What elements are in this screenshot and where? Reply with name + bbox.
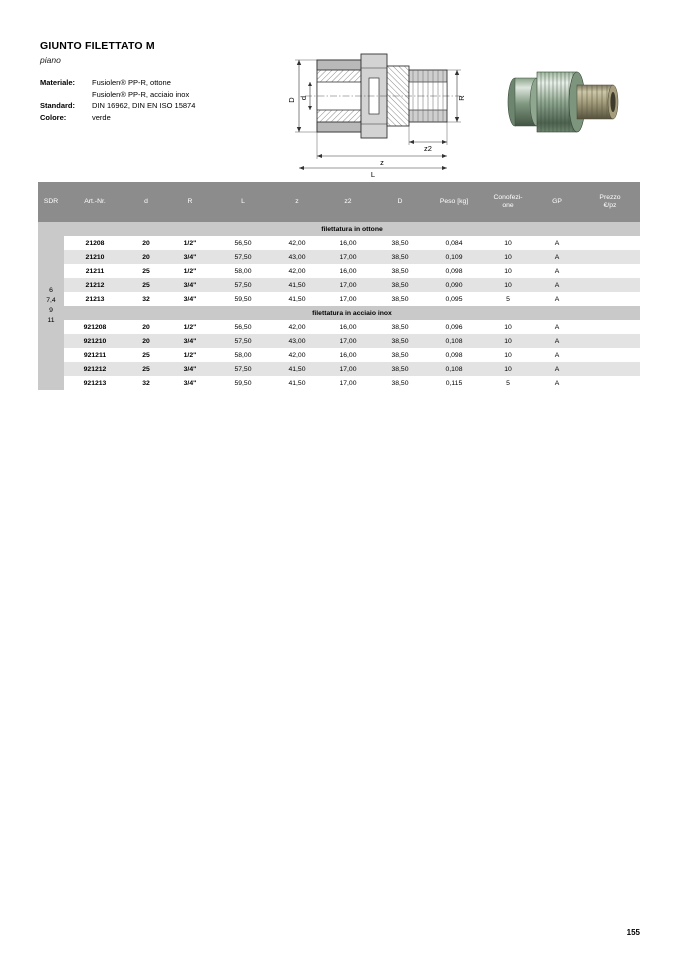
cell-z2: 16,00 — [322, 264, 374, 278]
cell-z2: 17,00 — [322, 278, 374, 292]
drawing-label-L: L — [370, 170, 376, 177]
cell-d: 25 — [126, 348, 166, 362]
cell-bigd: 38,50 — [374, 320, 426, 334]
product-table — [38, 182, 640, 390]
cell-confezione: 5 — [482, 292, 534, 306]
cell-bigd: 38,50 — [374, 376, 426, 390]
spec-list — [40, 77, 280, 124]
cell-prezzo — [580, 362, 640, 376]
cell-prezzo — [580, 264, 640, 278]
cell-peso: 0,109 — [426, 250, 482, 264]
spec-value-materiale-2: Fusiolen® PP-R, acciaio inox — [92, 89, 190, 99]
cell-r: 3/4" — [166, 362, 214, 376]
cell-d: 25 — [126, 278, 166, 292]
cell-artnr: 921211 — [64, 348, 126, 362]
cell-peso: 0,096 — [426, 320, 482, 334]
cell-peso: 0,095 — [426, 292, 482, 306]
spec-value-standard: DIN 16962, DIN EN ISO 15874 — [92, 101, 196, 111]
col-header-sdr: SDR — [38, 182, 64, 222]
cell-artnr: 21208 — [64, 236, 126, 250]
cell-gp: A — [534, 292, 580, 306]
section-title-row — [38, 306, 640, 320]
cell-gp: A — [534, 320, 580, 334]
cell-z2: 16,00 — [322, 348, 374, 362]
cell-artnr: 21210 — [64, 250, 126, 264]
product-table-container — [38, 182, 640, 390]
cell-prezzo — [580, 236, 640, 250]
cell-gp: A — [534, 334, 580, 348]
cell-d: 20 — [126, 320, 166, 334]
cell-r: 3/4" — [166, 376, 214, 390]
cell-r: 1/2" — [166, 264, 214, 278]
col-header-artnr: Art.-Nr. — [64, 182, 126, 222]
cell-l: 57,50 — [214, 334, 272, 348]
col-header-peso: Peso [kg] — [426, 182, 482, 222]
table-row — [38, 376, 640, 390]
cell-l: 56,50 — [214, 236, 272, 250]
cell-bigd: 38,50 — [374, 250, 426, 264]
cell-bigd: 38,50 — [374, 362, 426, 376]
cell-peso: 0,098 — [426, 348, 482, 362]
table-row — [38, 334, 640, 348]
cell-artnr: 921208 — [64, 320, 126, 334]
cell-r: 1/2" — [166, 320, 214, 334]
col-header-confezione-line1: Conofezi- — [493, 193, 523, 201]
cell-l: 57,50 — [214, 278, 272, 292]
table-header-row — [38, 182, 640, 222]
cell-bigd: 38,50 — [374, 348, 426, 362]
cell-bigd: 38,50 — [374, 292, 426, 306]
cell-d: 20 — [126, 236, 166, 250]
cell-bigd: 38,50 — [374, 264, 426, 278]
cell-d: 32 — [126, 376, 166, 390]
cell-artnr: 21212 — [64, 278, 126, 292]
cell-artnr: 21211 — [64, 264, 126, 278]
cell-z2: 17,00 — [322, 362, 374, 376]
table-row — [38, 320, 640, 334]
cell-z: 42,00 — [272, 264, 322, 278]
cell-z: 42,00 — [272, 320, 322, 334]
technical-drawing — [285, 32, 485, 177]
cell-prezzo — [580, 348, 640, 362]
cell-z: 42,00 — [272, 348, 322, 362]
col-header-confezione — [482, 182, 534, 222]
cell-r: 1/2" — [166, 348, 214, 362]
spec-row-materiale — [40, 77, 280, 89]
spec-value-colore: verde — [92, 112, 111, 122]
col-header-d: d — [126, 182, 166, 222]
cell-r: 3/4" — [166, 250, 214, 264]
spec-label-materiale: Materiale: — [40, 78, 76, 87]
col-header-l: L — [214, 182, 272, 222]
cell-peso: 0,108 — [426, 334, 482, 348]
cell-gp: A — [534, 376, 580, 390]
cell-peso: 0,108 — [426, 362, 482, 376]
sdr-value-2: 9 — [49, 307, 53, 314]
cell-gp: A — [534, 264, 580, 278]
col-header-z2: z2 — [322, 182, 374, 222]
cell-l: 58,00 — [214, 264, 272, 278]
table-row — [38, 264, 640, 278]
cell-r: 3/4" — [166, 334, 214, 348]
cell-peso: 0,090 — [426, 278, 482, 292]
cell-l: 59,50 — [214, 292, 272, 306]
cell-z: 41,50 — [272, 292, 322, 306]
cell-confezione: 10 — [482, 236, 534, 250]
cell-z2: 16,00 — [322, 320, 374, 334]
cell-r: 3/4" — [166, 278, 214, 292]
cell-prezzo — [580, 334, 640, 348]
col-header-prezzo-line1: Prezzo — [599, 193, 621, 201]
cell-bigd: 38,50 — [374, 334, 426, 348]
table-row — [38, 292, 640, 306]
cell-z: 43,00 — [272, 250, 322, 264]
cell-gp: A — [534, 236, 580, 250]
cell-confezione: 10 — [482, 362, 534, 376]
cell-confezione: 10 — [482, 334, 534, 348]
section-title-ottone: filettatura in ottone — [64, 222, 640, 236]
drawing-label-z: z — [380, 158, 384, 167]
col-header-r: R — [166, 182, 214, 222]
cell-artnr: 921210 — [64, 334, 126, 348]
cell-z: 41,50 — [272, 362, 322, 376]
sdr-value-1: 7,4 — [46, 296, 56, 304]
cell-d: 32 — [126, 292, 166, 306]
cell-confezione: 10 — [482, 278, 534, 292]
table-row — [38, 250, 640, 264]
cell-z: 41,50 — [272, 376, 322, 390]
page-number: 155 — [626, 928, 640, 937]
cell-d: 20 — [126, 250, 166, 264]
col-header-confezione-line2: one — [502, 202, 514, 209]
cell-confezione: 5 — [482, 376, 534, 390]
cell-artnr: 921212 — [64, 362, 126, 376]
page-title: GIUNTO FILETTATO M — [40, 40, 155, 52]
cell-confezione: 10 — [482, 348, 534, 362]
cell-peso: 0,084 — [426, 236, 482, 250]
cell-artnr: 21213 — [64, 292, 126, 306]
cell-z: 43,00 — [272, 334, 322, 348]
cell-confezione: 10 — [482, 320, 534, 334]
cell-prezzo — [580, 376, 640, 390]
table-row — [38, 236, 640, 250]
cell-gp: A — [534, 362, 580, 376]
cell-prezzo — [580, 320, 640, 334]
cell-r: 1/2" — [166, 236, 214, 250]
cell-artnr: 921213 — [64, 376, 126, 390]
cell-z2: 17,00 — [322, 376, 374, 390]
section-title-acciaio-inox: filettatura in acciaio inox — [64, 306, 640, 320]
table-row — [38, 348, 640, 362]
cell-d: 25 — [126, 362, 166, 376]
cell-gp: A — [534, 250, 580, 264]
table-row — [38, 278, 640, 292]
cell-l: 57,50 — [214, 250, 272, 264]
spec-row-standard — [40, 100, 280, 112]
table-row — [38, 362, 640, 376]
cell-prezzo — [580, 278, 640, 292]
cell-prezzo — [580, 292, 640, 306]
product-photo — [495, 55, 635, 150]
spec-value-materiale: Fusiolen® PP-R, ottone — [92, 78, 171, 87]
drawing-label-d: d — [299, 95, 308, 101]
cell-gp: A — [534, 278, 580, 292]
page-subtitle: piano — [40, 55, 61, 65]
drawing-label-R: R — [457, 95, 466, 101]
cell-gp: A — [534, 348, 580, 362]
sdr-value-3: 11 — [47, 317, 55, 325]
cell-l: 59,50 — [214, 376, 272, 390]
cell-l: 58,00 — [214, 348, 272, 362]
product-header — [40, 40, 280, 124]
col-header-gp: GP — [534, 182, 580, 222]
drawing-label-D: D — [287, 97, 296, 103]
cell-bigd: 38,50 — [374, 278, 426, 292]
col-header-z: z — [272, 182, 322, 222]
cell-d: 25 — [126, 264, 166, 278]
sdr-value-0: 6 — [49, 286, 53, 294]
cell-z2: 16,00 — [322, 236, 374, 250]
cell-confezione: 10 — [482, 250, 534, 264]
cell-z2: 17,00 — [322, 250, 374, 264]
cell-prezzo — [580, 250, 640, 264]
spec-label-standard: Standard: — [40, 101, 76, 111]
spec-label-colore: Colore: — [40, 112, 67, 122]
cell-z: 41,50 — [272, 278, 322, 292]
cell-l: 57,50 — [214, 362, 272, 376]
col-header-prezzo-line2: €/pz — [603, 202, 617, 209]
cell-r: 3/4" — [166, 292, 214, 306]
cell-bigd: 38,50 — [374, 236, 426, 250]
col-header-prezzo — [580, 182, 640, 222]
cell-l: 56,50 — [214, 320, 272, 334]
cell-z2: 17,00 — [322, 334, 374, 348]
drawing-label-z2: z2 — [424, 144, 432, 153]
spec-row-colore — [40, 112, 280, 124]
cell-z: 42,00 — [272, 236, 322, 250]
section-title-row — [38, 222, 640, 236]
cell-z2: 17,00 — [322, 292, 374, 306]
sdr-cell — [38, 222, 64, 390]
col-header-bigd: D — [374, 182, 426, 222]
cell-confezione: 10 — [482, 264, 534, 278]
cell-peso: 0,098 — [426, 264, 482, 278]
cell-peso: 0,115 — [426, 376, 482, 390]
cell-d: 20 — [126, 334, 166, 348]
